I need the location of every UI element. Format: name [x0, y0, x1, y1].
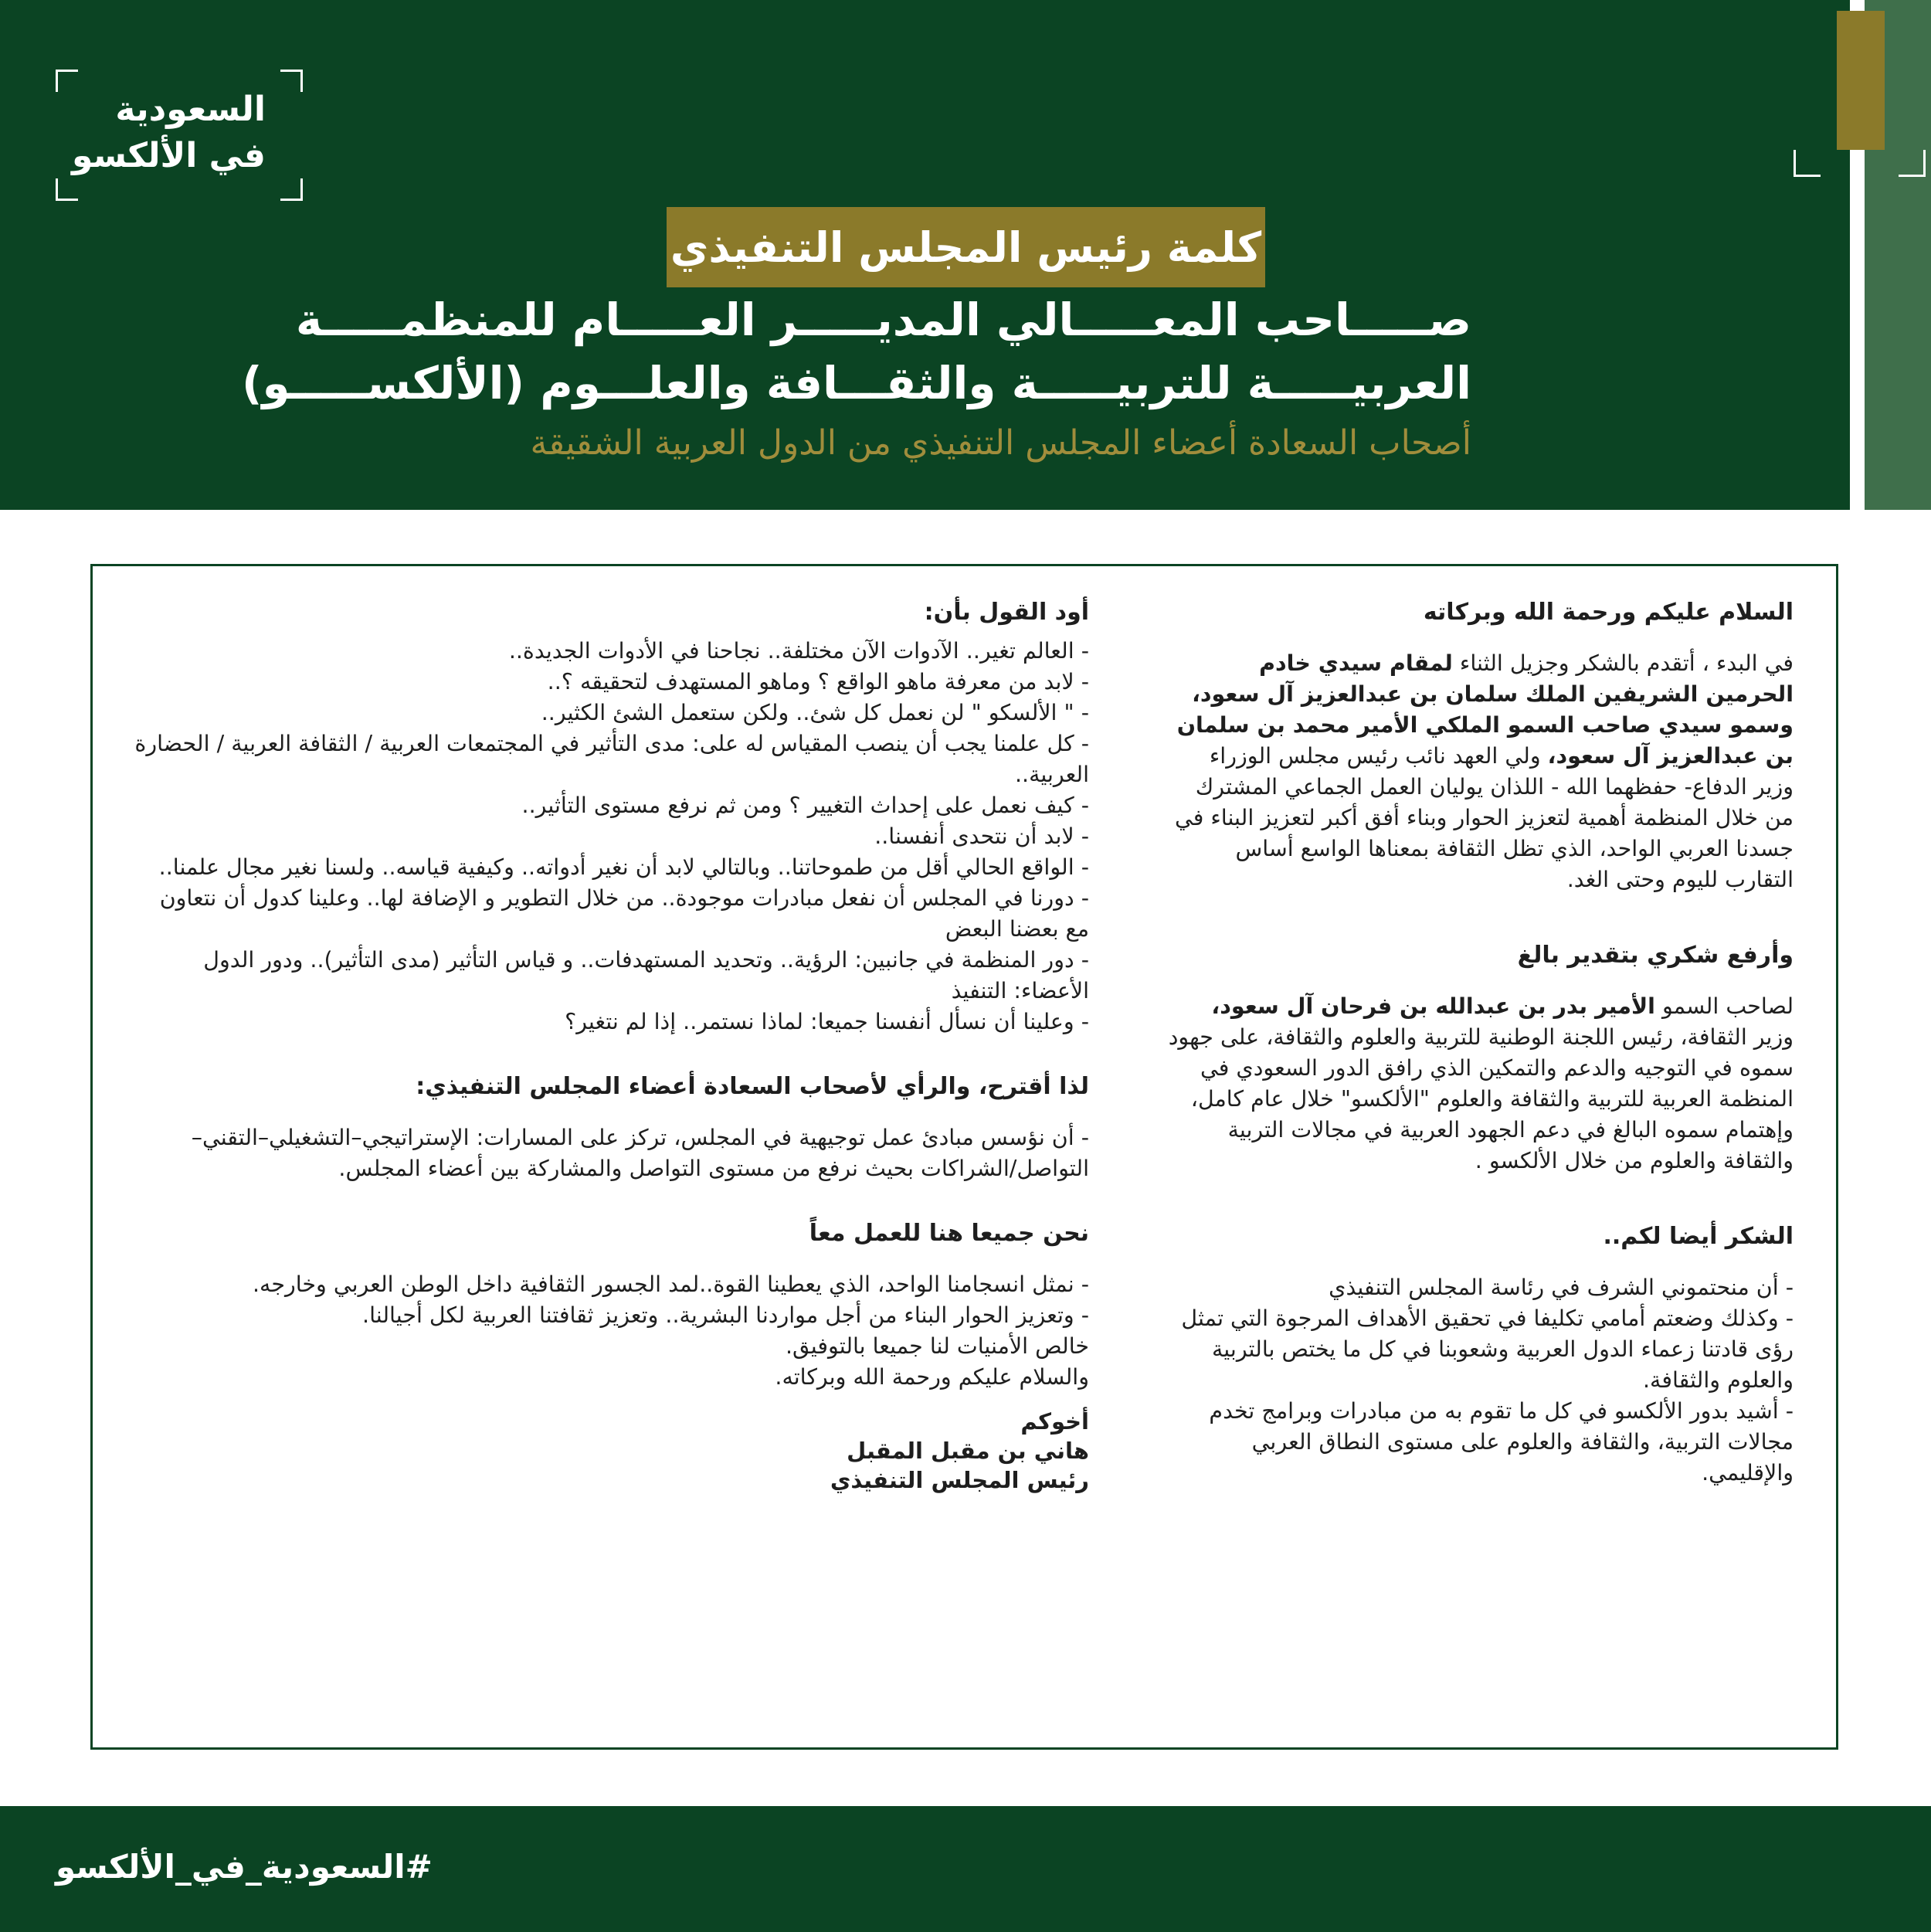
left-column: [131, 597, 1089, 1495]
together-list: [131, 1269, 1089, 1393]
heading-line-2: العربيـــــة للتربيـــــة والثقـــافة والعلـــوم (الألكســـــو): [241, 357, 1471, 409]
list-item: - كيف نعمل على إحداث التغيير ؟ ومن ثم نرفع مستوى التأثير..: [521, 793, 1089, 818]
list-item: - وكذلك وضعتم أمامي تكليفا في تحقيق الأهداف المرجوة التي تمثل رؤى قادتنا زعماء الدول العربية وشعوبنا في كل ما يختص بالتربية والعلوم والثقافة.: [1181, 1306, 1794, 1393]
p1-intro: في البدء ، أتقدم بالشكر وجزيل الثناء: [1452, 650, 1794, 676]
list-item: خالص الأمنيات لنا جميعا بالتوفيق.: [785, 1333, 1089, 1359]
list-item: - دور المنظمة في جانبين: الرؤية.. وتحديد المستهدفات.. و قياس التأثير (مدى التأثير).. ودور الدول الأعضاء: التنفيذ: [203, 947, 1089, 1003]
corner-bracket-icon: [280, 178, 303, 201]
right-column: [1168, 597, 1794, 1489]
p2-body: وزير الثقافة، رئيس اللجنة الوطنية للتربية والعلوم والثقافة، على جهود سموه في التوجيه والدعم والتمكين الذي رافق الدور السعودي في المنظمة العربية للتربية والثقافة والعلوم "الألكسو" خلال عام كامل، وإهتمام سموه البالغ في دعم الجهود العربية في مجالات التربية والثقافة والعلوم من خلال الألكسو .: [1168, 1024, 1794, 1173]
paragraph-thanks-king: [1168, 648, 1794, 895]
list-item: - " الألسكو " لن نعمل كل شئ.. ولكن ستعمل الشئ الكثير..: [541, 700, 1089, 725]
propose-text: - أن نؤسس مبادئ عمل توجيهية في المجلس، تركز على المسارات: الإستراتيجي–التشغيلي–التقني–التواصل/الشراكات بحيث نرفع من مستوى التواصل والمشاركة بين أعضاء المجلس.: [191, 1125, 1089, 1181]
signature-block: [131, 1407, 1089, 1495]
greeting: السلام عليكم ورحمة الله وبركاته: [1423, 599, 1794, 626]
logo-text: [56, 87, 295, 179]
corner-bracket-icon: [1899, 150, 1926, 177]
signature-title: رئيس المجلس التنفيذي: [830, 1467, 1089, 1493]
logo-line-2: في الألكسو: [72, 136, 266, 175]
signature-salutation: أخوكم: [1020, 1408, 1089, 1435]
thanks2-list: [1168, 1272, 1794, 1489]
p1-names: لمقام سيدي خادم الحرمين الشريفين الملك سلمان بن عبدالعزيز آل سعود، وسمو سيدي صاحب السمو الملكي الأمير محمد بن سلمان بن عبدالعزيز آل سعود،: [1176, 650, 1794, 769]
gold-accent-bar: [1837, 11, 1885, 150]
p1-body: ولي العهد نائب رئيس مجلس الوزراء وزير الدفاع- حفظهما الله - اللذان يوليان العمل الجماعي المشترك من خلال المنظمة أهمية لتعزيز الحوار وبناء أفق أكبر لتعزيز البناء في جسدنا العربي الواحد، الذي تظل الثقافة بمعناها الواسع أساس التقارب لليوم وحتى الغد.: [1174, 743, 1794, 892]
heading-line-1: صـــــاحب المعـــــالي المديـــــر العـــــام للمنظمـــــة: [295, 294, 1471, 346]
list-item: - العالم تغير.. الآدوات الآن مختلفة.. نجاحنا في الأدوات الجديدة..: [508, 638, 1089, 664]
corner-bracket-icon: [1794, 150, 1821, 177]
heading-subline: أصحاب السعادة أعضاء المجلس التنفيذي من الدول العربية الشقيقة: [530, 423, 1471, 463]
list-item: - لابد من معرفة ماهو الواقع ؟ وماهو المستهدف لتحقيقه ؟..: [547, 669, 1089, 694]
p2-name: الأمير بدر بن عبدالله بن فرحان آل سعود،: [1211, 993, 1655, 1019]
list-item: والسلام عليكم ورحمة الله وبركاته.: [775, 1364, 1089, 1390]
logo: [56, 70, 303, 201]
together-title: نحن جميعا هنا للعمل معاً: [809, 1220, 1089, 1247]
signature-name: هاني بن مقبل المقبل: [847, 1438, 1089, 1464]
intro-title: أود القول بأن:: [924, 599, 1089, 626]
list-item: - الواقع الحالي أقل من طموحاتنا.. وبالتالي لابد أن نغير أدواته.. وكيفية قياسه.. ولسنا نغير مجال علمنا..: [158, 854, 1089, 880]
paragraph-thanks-minister: [1168, 991, 1794, 1177]
list-item: - نمثل انسجامنا الواحد، الذي يعطينا القوة..لمد الجسور الثقافية داخل الوطن العربي وخارجه.: [252, 1272, 1089, 1297]
intro-list: [131, 636, 1089, 1037]
thanks2-title: الشكر أيضا لكم..: [1603, 1223, 1794, 1250]
list-item: - وعلينا أن نسأل أنفسنا جميعا: لماذا نستمر.. إذا لم نتغير؟: [565, 1009, 1089, 1034]
list-item: - لابد أن نتحدى أنفسنا..: [874, 823, 1089, 849]
thanks-title: وأرفع شكري بتقدير بالغ: [1517, 942, 1794, 969]
list-item: - كل علمنا يجب أن ينصب المقياس له على: مدى التأثير في المجتمعات العربية / الثقافة العربية / الحضارة العربية..: [134, 731, 1089, 787]
p2-intro: لصاحب السمو: [1654, 993, 1794, 1019]
propose-title: لذا أقترح، والرأي لأصحاب السعادة أعضاء المجلس التنفيذي:: [416, 1073, 1089, 1100]
list-item: - أشيد بدور الألكسو في كل ما تقوم به من مبادرات وبرامج تخدم مجالات التربية، والثقافة والعلوم على مستوى النطاق العربي والإقليمي.: [1209, 1398, 1794, 1486]
logo-line-1: السعودية: [115, 90, 266, 129]
list-item: - دورنا في المجلس أن نفعل مبادرات موجودة.. من خلال التطوير و الإضافة لها.. وعلينا كدول أن نتعاون مع بعضنا البعض: [159, 885, 1089, 942]
corner-bracket-icon: [56, 178, 78, 201]
title-badge: كلمة رئيس المجلس التنفيذي: [667, 207, 1265, 287]
list-item: - أن منحتموني الشرف في رئاسة المجلس التنفيذي: [1329, 1275, 1794, 1300]
hashtag: #السعودية_في_الألكسو: [56, 1848, 433, 1886]
list-item: - وتعزيز الحوار البناء من أجل مواردنا البشرية.. وتعزيز ثقافتنا العربية لكل أجيالنا.: [362, 1302, 1089, 1328]
